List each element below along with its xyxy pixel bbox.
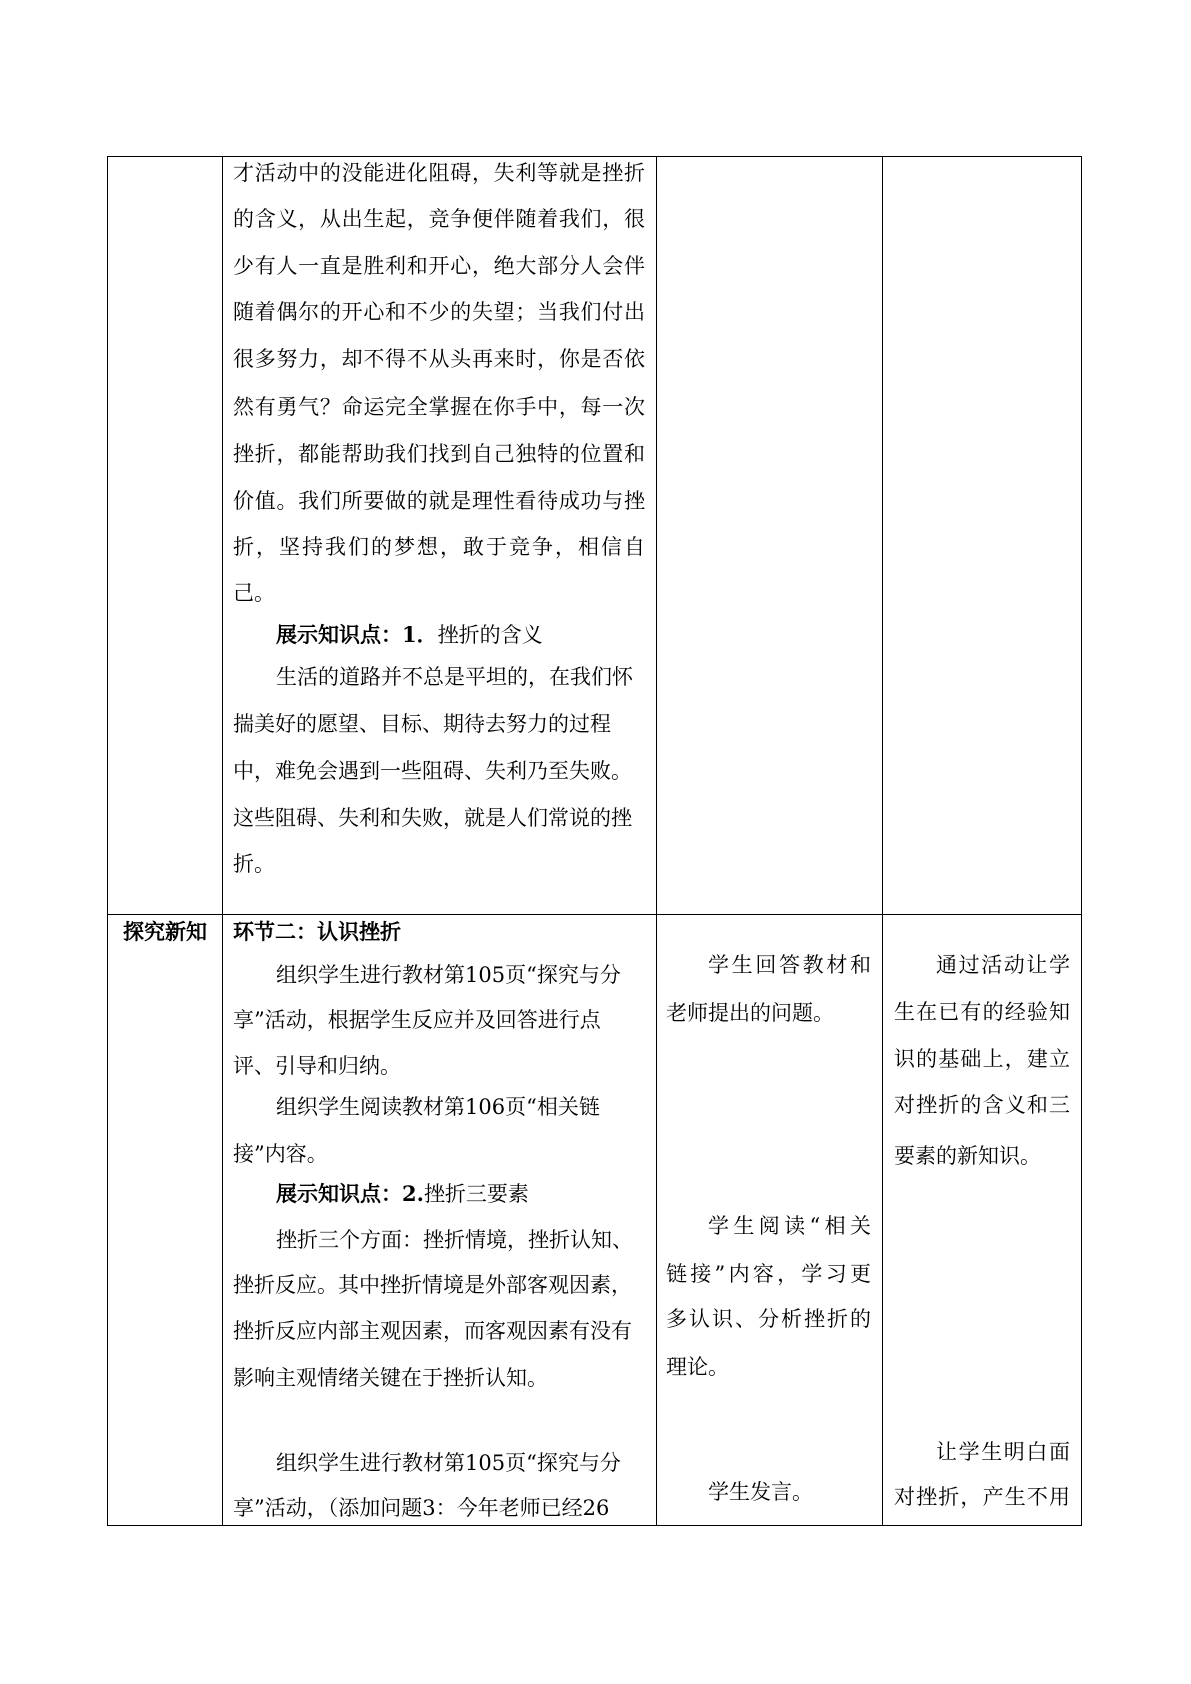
knowledge-point-text: 挫折三要素 [423,1182,529,1206]
text-line: 挫折三个方面：挫折情境，挫折认知、 [276,1228,633,1252]
text-line: 挫折，都能帮助我们找到自己独特的位置和 [233,442,645,466]
text-line: 这些阻碍、失利和失败，就是人们常说的挫 [233,806,632,830]
text-line: 很多努力，却不得不从头再来时，你是否依 [233,347,645,371]
knowledge-point-line [276,1179,529,1209]
text-line: 享”活动，根据学生反应并及回答进行点 [233,1008,601,1032]
text-line: 生活的道路并不总是平坦的，在我们怀 [276,665,633,689]
text-line: 对挫折的含义和三 [894,1093,1070,1117]
text-line: 少有人一直是胜利和开心，绝大部分人会伴 [233,254,645,278]
text-line: 价值。我们所要做的就是理性看待成功与挫 [233,489,645,513]
text-line: 折，坚持我们的梦想，敢于竞争，相信自 [233,535,645,559]
text-line: 识的基础上，建立 [894,1047,1070,1071]
student-activity-cell [656,914,883,1526]
text-line: 学生阅读“相关 [708,1214,871,1238]
text-line: 接”内容。 [233,1142,328,1166]
section-heading: 环节二：认识挫折 [233,919,401,944]
design-intent-cell [882,156,1082,915]
text-line: 揣美好的愿望、目标、期待去努力的过程 [233,712,611,736]
text-line: 组织学生进行教材第105页“探究与分 [276,1451,621,1475]
text-line: 学生回答教材和 [708,953,871,977]
text-line: 折。 [233,852,275,876]
text-line: 影响主观情绪关键在于挫折认知。 [233,1366,548,1390]
knowledge-point-label: 展示知识点：1． [276,622,438,647]
text-line: 的含义，从出生起，竞争便伴随着我们，很 [233,207,645,231]
text-line: 生在已有的经验知 [894,1000,1070,1024]
teacher-activity-cell [222,156,657,915]
text-line: 链接”内容，学习更 [666,1262,871,1286]
text-line: 要素的新知识。 [894,1144,1041,1168]
text-line: 挫折反应。其中挫折情境是外部客观因素， [233,1273,632,1297]
text-line: 组织学生进行教材第105页“探究与分 [276,963,621,987]
text-line: 挫折反应内部主观因素，而客观因素有没有 [233,1319,632,1343]
text-line: 中，难免会遇到一些阻碍、失利乃至失败。 [233,759,632,783]
text-line: 组织学生阅读教材第106页“相关链 [276,1095,600,1119]
text-line: 然有勇气？命运完全掌握在你手中，每一次 [233,395,645,419]
knowledge-point-line [276,620,543,650]
text-line: 让学生明白面 [936,1440,1070,1464]
text-line: 随着偶尔的开心和不少的失望；当我们付出 [233,300,645,324]
text-line: 对挫折，产生不用 [894,1485,1070,1509]
text-line: 享”活动，（添加问题3：今年老师已经26 [233,1496,610,1520]
design-intent-cell [882,914,1082,1526]
text-line: 老师提出的问题。 [666,1001,834,1025]
text-line: 通过活动让学 [936,953,1070,977]
knowledge-point-text: 挫折的含义 [437,623,543,647]
student-activity-cell [656,156,883,915]
text-line: 才活动中的没能进化阻碍，失利等就是挫折 [233,161,645,185]
teacher-activity-cell [222,914,657,1526]
text-line: 多认识、分析挫折的 [666,1307,871,1331]
text-line: 评、引导和归纳。 [233,1054,401,1078]
stage-label: 探究新知 [123,919,207,944]
text-line: 理论。 [666,1355,729,1379]
stage-cell [107,156,223,915]
text-line: 己。 [233,581,275,605]
text-line: 学生发言。 [708,1480,813,1504]
stage-cell [107,914,223,1526]
knowledge-point-label: 展示知识点：2. [276,1181,424,1206]
